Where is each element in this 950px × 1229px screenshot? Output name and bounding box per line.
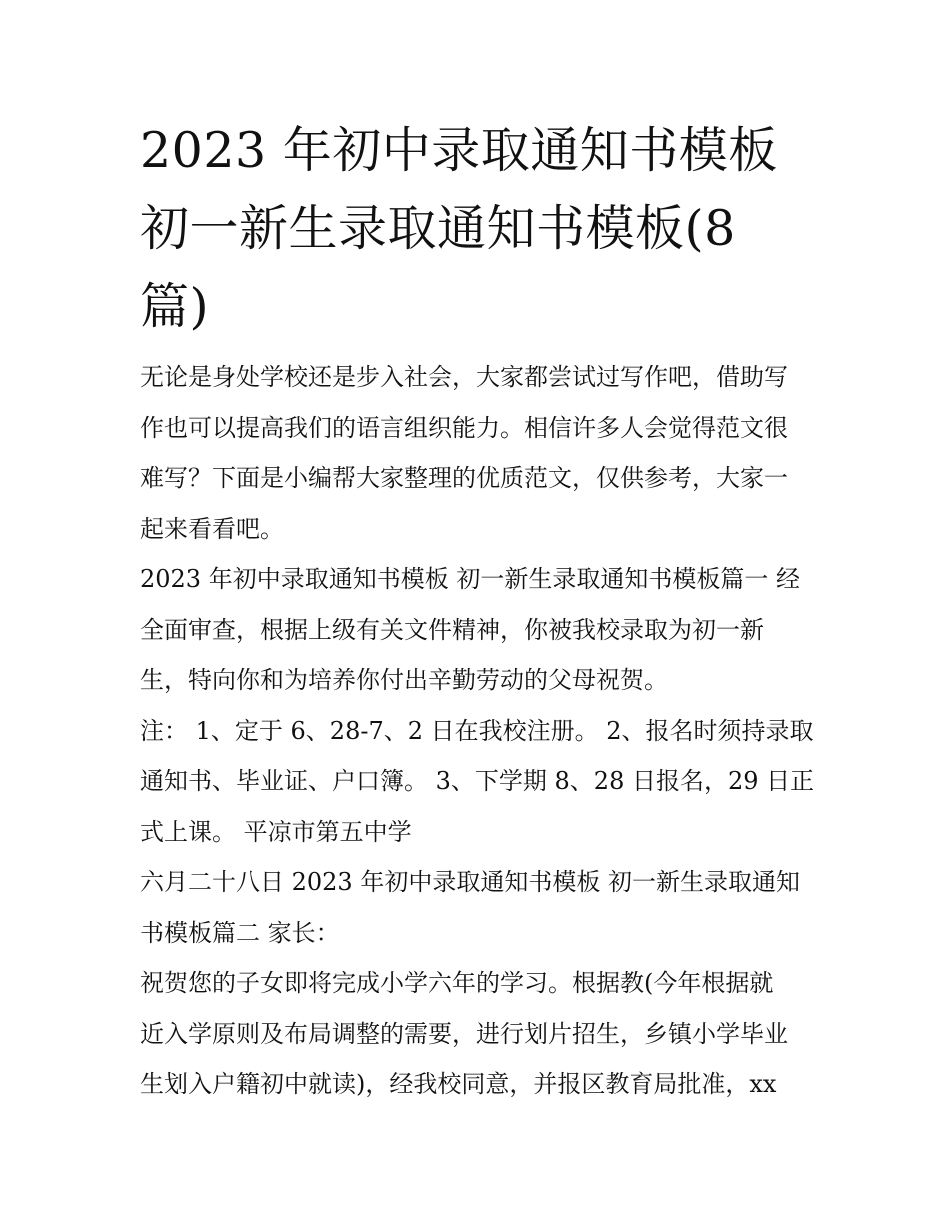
document-page [140,112,820,1110]
text-line: 祝贺您的子女即将完成小学六年的学习。根据教(今年根据就 [140,969,774,997]
text-line: 通知书、毕业证、户口簿。 3、下学期 8、28 日报名，29 日正 [140,767,815,795]
note-paragraph [140,706,820,858]
body-paragraph [140,958,820,1110]
text-line: 无论是身处学校还是步入社会，大家都尝试过写作吧，借助写 [140,363,788,391]
title-line: 初一新生录取通知书模板(8 [140,200,736,257]
text-line: 近入学原则及布局调整的需要，进行划片招生，乡镇小学毕业 [140,1019,788,1048]
text-line: 注： 1、定于 6、28-7、2 日在我校注册。 2、报名时须持录取 [140,716,814,745]
text-line: 作也可以提高我们的语言组织能力。相信许多人会觉得范文很 [140,413,788,442]
text-line: 书模板篇二 家长： [140,918,340,947]
document-title [140,112,820,346]
text-line: 式上课。 平凉市第五中学 [140,817,412,846]
intro-paragraph [140,352,820,554]
text-line: 起来看看吧。 [140,514,284,543]
text-line: 生划入户籍初中就读)，经我校同意，并报区教育局批准，xx [140,1070,777,1098]
text-line: 2023 年初中录取通知书模板 初一新生录取通知书模板篇一 经 [140,565,800,593]
text-line: 全面审查，根据上级有关文件精神，你被我校录取为初一新 [140,615,764,644]
notice-paragraph [140,554,820,706]
text-line: 六月二十八日 2023 年初中录取通知书模板 初一新生录取通知 [140,868,800,896]
date-paragraph [140,857,820,958]
text-line: 难写？下面是小编帮大家整理的优质范文，仅供参考，大家一 [140,464,788,492]
title-line: 2023 年初中录取通知书模板 [140,122,778,179]
text-line: 生，特向你和为培养你付出辛勤劳动的父母祝贺。 [140,666,668,694]
title-line: 篇) [140,278,210,335]
